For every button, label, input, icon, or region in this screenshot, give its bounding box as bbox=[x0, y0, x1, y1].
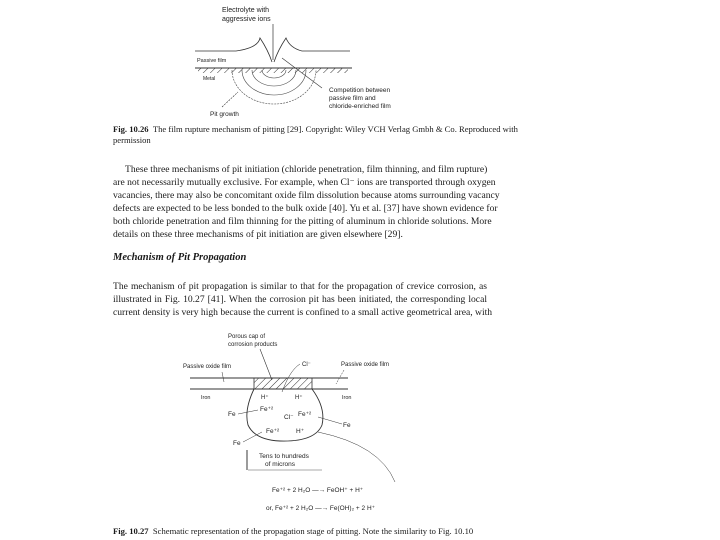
label-h-3: H⁺ bbox=[296, 428, 305, 435]
paragraph-line: vacancies, there may also be concomitant oxide film dissolution because atoms surrounding vacancy bbox=[113, 190, 500, 201]
label-competition-3: chloride-enriched film bbox=[329, 103, 391, 110]
figure-1-caption-line2: permission bbox=[113, 135, 151, 145]
paragraph-line: both chloride penetration and film thinning for the pitting of aluminum in chloride solutions. More bbox=[113, 216, 492, 227]
label-pit-growth: Pit growth bbox=[210, 111, 239, 118]
label-fe-bottom: Fe bbox=[233, 440, 241, 447]
label-iron-left: Iron bbox=[201, 395, 211, 401]
label-porous-cap-2: corrosion products bbox=[228, 342, 278, 348]
label-passive-oxide-left: Passive oxide film bbox=[183, 364, 232, 370]
label-fe2-1: Fe⁺² bbox=[260, 406, 274, 413]
label-fe-left: Fe bbox=[228, 411, 236, 418]
label-competition-2: passive film and bbox=[329, 95, 376, 102]
paragraph-line: are not necessarily mutually exclusive. For example, when Cl⁻ ions are transported through oxygen bbox=[113, 177, 496, 188]
figure-pit-propagation bbox=[183, 334, 395, 512]
caption-text: The film rupture mechanism of pitting [29]. Copyright: Wiley VCH Verlag Gmbh & Co. Reproduced with bbox=[152, 124, 518, 134]
figure-number: Fig. 10.27 bbox=[113, 526, 149, 536]
label-h-1: H⁺ bbox=[261, 395, 269, 401]
label-size-2: of microns bbox=[265, 461, 295, 468]
label-passive-film: Passive film bbox=[197, 58, 227, 64]
figure-2-caption bbox=[113, 526, 487, 537]
label-size: Tens to hundreds bbox=[259, 453, 309, 460]
figure-1-caption bbox=[113, 124, 518, 135]
label-porous-cap: Porous cap of bbox=[228, 334, 266, 340]
caption-text: Schematic representation of the propagation stage of pitting. Note the similarity to Fig. 10.10 bbox=[152, 526, 474, 536]
label-iron-right: Iron bbox=[342, 395, 352, 401]
label-cl-mid: Cl⁻ bbox=[284, 414, 294, 421]
figure-number: Fig. 10.26 bbox=[113, 124, 149, 134]
paragraph-line: details on these three mechanisms of pit initiation are given elsewhere [29]. bbox=[113, 229, 403, 240]
figure-film-rupture bbox=[195, 7, 391, 118]
label-h-2: H⁺ bbox=[295, 395, 303, 401]
equation-2: or, Fe⁺² + 2 H₂O —→ Fe(OH)₂ + 2 H⁺ bbox=[266, 505, 376, 512]
label-passive-oxide-right: Passive oxide film bbox=[341, 362, 390, 368]
label-metal: Metal bbox=[203, 76, 216, 82]
label-cl-top: Cl⁻ bbox=[302, 362, 311, 368]
equation-1: Fe⁺² + 2 H₂O —→ FeOH⁺ + H⁺ bbox=[272, 487, 364, 494]
label-fe2-3: Fe⁺² bbox=[266, 428, 280, 435]
paragraph-line: defects are expected to be less bonded to the bulk oxide [40]. Yu et al. [37] have shown evidence for bbox=[113, 203, 498, 214]
paragraph-line: These three mechanisms of pit initiation (chloride penetration, film thinning, and film rupture) bbox=[125, 164, 488, 175]
label-fe2-2: Fe⁺² bbox=[298, 411, 312, 418]
paragraph-line: illustrated in Fig. 10.27 [41]. When the corrosion pit has been initiated, the corresponding local bbox=[113, 294, 487, 305]
paragraph-line: The mechanism of pit propagation is similar to that for the propagation of crevice corrosion, as bbox=[113, 281, 487, 292]
label-competition: Competition between bbox=[329, 87, 391, 94]
label-electrolyte-2: aggressive ions bbox=[222, 16, 271, 23]
paragraph-line: current density is very high because the current is confined to a small active geometrical area, with bbox=[113, 307, 493, 318]
label-fe-right: Fe bbox=[343, 422, 351, 429]
label-electrolyte: Electrolyte with bbox=[222, 7, 270, 14]
section-heading: Mechanism of Pit Propagation bbox=[113, 252, 247, 263]
